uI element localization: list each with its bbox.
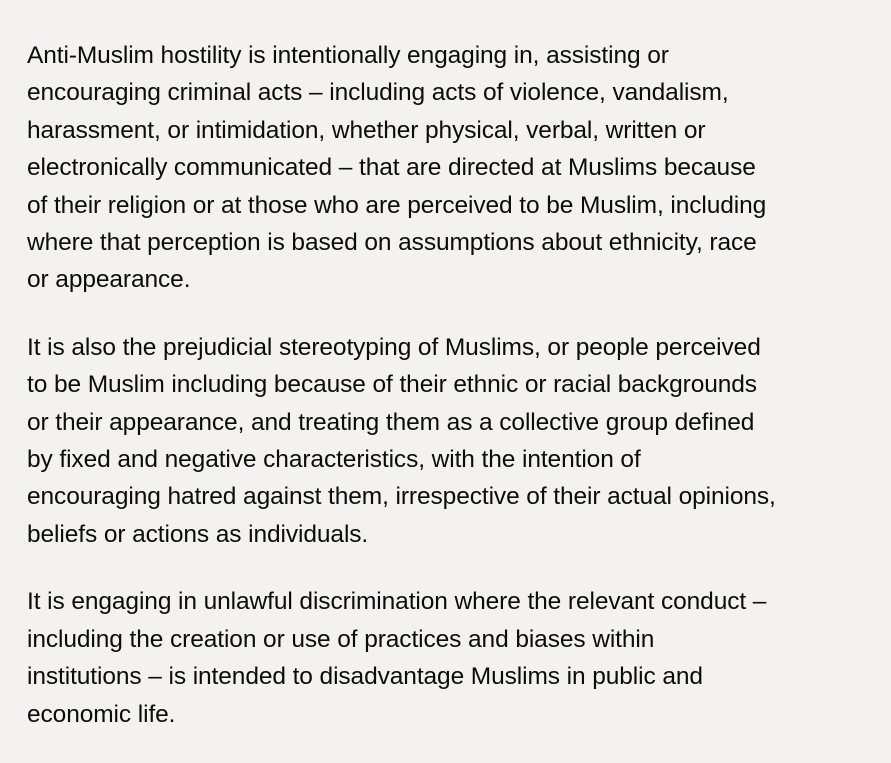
text-line: of their religion or at those who are perceived to be Muslim, including [27,191,767,219]
text-line: to be Muslim including because of their ethnic or racial backgrounds [27,371,757,399]
text-line: encouraging hatred against them, irrespective of their actual opinions, [27,483,776,511]
text-line: harassment, or intimidation, whether physical, verbal, written or [27,116,706,144]
text-line: electronically communicated – that are directed at Muslims because [27,154,756,182]
definition-text [27,37,887,763]
text-line: or their appearance, and treating them as a collective group defined [27,408,755,436]
text-line: including the creation or use of practices and biases within [27,625,655,653]
paragraph-stereotyping [27,329,887,553]
text-line: beliefs or actions as individuals. [27,520,369,548]
text-line: economic life. [27,700,176,728]
text-line: It is also the prejudicial stereotyping of Muslims, or people perceived [27,333,761,361]
text-line: Anti-Muslim hostility is intentionally engaging in, assisting or [27,42,669,69]
paragraph-hostility [27,37,887,299]
text-line: It is engaging in unlawful discrimination where the relevant conduct – [27,588,767,616]
text-line: or appearance. [27,266,191,294]
text-line: encouraging criminal acts – including acts of violence, vandalism, [27,79,729,107]
paragraph-discrimination [27,583,887,733]
text-line: where that perception is based on assumptions about ethnicity, race [27,229,757,257]
text-line: by fixed and negative characteristics, with the intention of [27,446,641,474]
text-line: institutions – is intended to disadvantage Muslims in public and [27,663,703,691]
